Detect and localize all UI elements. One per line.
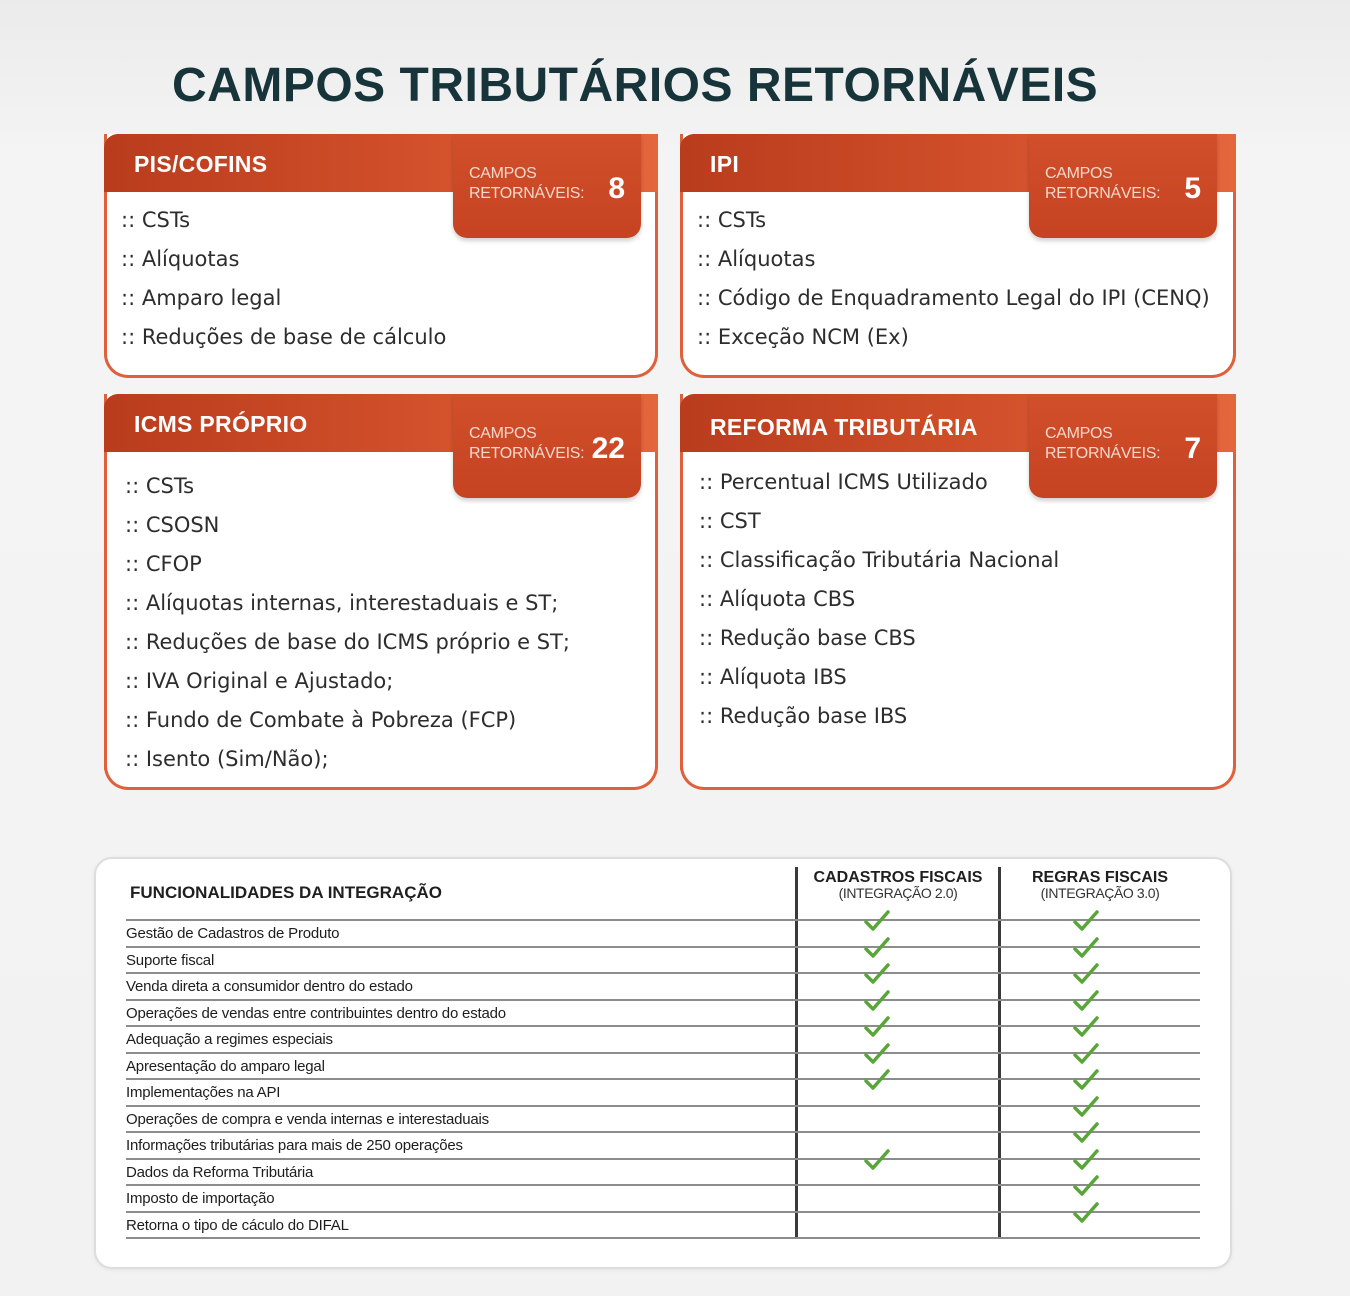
list-item: :: Amparo legal xyxy=(121,286,282,310)
check-icon xyxy=(863,1015,891,1039)
accent-bar xyxy=(104,734,107,770)
row-label: Dados da Reforma Tributária xyxy=(126,1163,314,1181)
list-item: :: Isento (Sim/Não); xyxy=(125,747,329,771)
list-item: :: Redução base CBS xyxy=(699,626,916,650)
check-icon xyxy=(863,962,891,986)
table-row xyxy=(126,972,1200,998)
list-item: :: CSTs xyxy=(121,208,191,232)
check-icon xyxy=(863,936,891,960)
card-icms-proprio xyxy=(104,394,658,790)
accent-bar xyxy=(104,314,107,354)
check-icon xyxy=(1072,1042,1100,1066)
list-item: :: Percentual ICMS Utilizado xyxy=(699,470,988,494)
card-title: REFORMA TRIBUTÁRIA xyxy=(710,414,978,440)
check-icon xyxy=(863,989,891,1013)
check-icon xyxy=(1072,1015,1100,1039)
field-list xyxy=(697,208,1210,364)
table-row xyxy=(126,1211,1200,1237)
list-item: :: Alíquota CBS xyxy=(699,587,856,611)
table-row xyxy=(126,999,1200,1025)
page-title: CAMPOS TRIBUTÁRIOS RETORNÁVEIS xyxy=(172,59,1099,112)
list-item: :: Alíquotas xyxy=(697,247,816,271)
table-header-regras-fiscais: REGRAS FISCAIS (INTEGRAÇÃO 3.0) xyxy=(1031,869,1168,901)
integration-features-table xyxy=(94,857,1232,1269)
list-item: :: CSTs xyxy=(125,474,195,498)
check-icon xyxy=(1072,962,1100,986)
list-item: :: Fundo de Combate à Pobreza (FCP) xyxy=(125,708,517,732)
table-header-features: FUNCIONALIDADES DA INTEGRAÇÃO xyxy=(130,883,442,902)
list-item: :: Alíquota IBS xyxy=(699,665,847,689)
badge-count: 5 xyxy=(1184,172,1201,205)
row-label: Implementações na API xyxy=(126,1084,281,1101)
table-row xyxy=(126,1025,1200,1051)
table-row xyxy=(126,946,1200,972)
field-list xyxy=(121,208,446,364)
badge-count: 7 xyxy=(1184,432,1201,465)
list-item: :: IVA Original e Ajustado; xyxy=(125,669,394,693)
list-item: :: Redução base IBS xyxy=(699,704,908,728)
table-row xyxy=(126,1078,1200,1104)
check-icon xyxy=(1072,1201,1100,1225)
card-title: PIS/COFINS xyxy=(134,151,268,177)
badge-label: CAMPOS RETORNÁVEIS: xyxy=(469,425,585,462)
badge-label: CAMPOS RETORNÁVEIS: xyxy=(469,165,585,202)
table-row xyxy=(126,1105,1200,1131)
list-item: :: Alíquotas internas, interestaduais e ST; xyxy=(125,591,559,615)
check-icon xyxy=(1072,1174,1100,1198)
field-list xyxy=(125,474,570,786)
list-item: :: Reduções de base do ICMS próprio e ST; xyxy=(125,630,570,654)
check-icon xyxy=(1072,909,1100,933)
row-label: Suporte fiscal xyxy=(126,951,215,969)
check-icon xyxy=(1072,936,1100,960)
list-item: :: Código de Enquadramento Legal do IPI (CENQ) xyxy=(697,286,1210,310)
row-label: Venda direta a consumidor dentro do estado xyxy=(126,978,413,995)
check-icon xyxy=(1072,1068,1100,1092)
table-row xyxy=(126,1184,1200,1210)
row-label: Adequação a regimes especiais xyxy=(126,1031,333,1048)
list-item: :: CSOSN xyxy=(125,513,220,537)
accent-bar xyxy=(680,314,683,354)
row-label: Gestão de Cadastros de Produto xyxy=(126,925,340,942)
badge-count: 8 xyxy=(608,172,625,205)
list-item: :: Alíquotas xyxy=(121,247,240,271)
badge-label: CAMPOS RETORNÁVEIS: xyxy=(1045,425,1161,462)
check-icon xyxy=(863,1148,891,1172)
row-label: Imposto de importação xyxy=(126,1190,275,1207)
card-reforma-tributaria xyxy=(680,394,1236,790)
row-label: Apresentação do amparo legal xyxy=(126,1057,325,1075)
check-icon xyxy=(1072,989,1100,1013)
check-icon xyxy=(863,1068,891,1092)
card-ipi xyxy=(680,134,1236,378)
row-label: Operações de vendas entre contribuintes dentro do estado xyxy=(126,1004,506,1022)
table-row xyxy=(126,1052,1200,1078)
row-label: Operações de compra e venda internas e interestaduais xyxy=(126,1110,489,1128)
badge-label: CAMPOS RETORNÁVEIS: xyxy=(1045,165,1161,202)
card-pis-cofins xyxy=(104,134,658,378)
campos-retornaveis-badge xyxy=(453,134,641,238)
check-icon xyxy=(863,909,891,933)
check-icon xyxy=(1072,1121,1100,1145)
list-item: :: CFOP xyxy=(125,552,202,576)
check-icon xyxy=(1072,1095,1100,1119)
field-list xyxy=(699,470,1059,743)
accent-bar xyxy=(680,724,683,770)
list-item: :: CSTs xyxy=(697,208,767,232)
list-item: :: Reduções de base de cálculo xyxy=(121,325,447,349)
row-label: Informações tributárias para mais de 250 operações xyxy=(126,1137,463,1154)
card-title: IPI xyxy=(710,151,740,177)
list-item: :: Classificação Tributária Nacional xyxy=(699,548,1060,572)
list-item: :: Exceção NCM (Ex) xyxy=(697,325,909,349)
check-icon xyxy=(863,1042,891,1066)
table-row xyxy=(126,1131,1200,1157)
badge-count: 22 xyxy=(591,432,625,465)
table-header-cadastros-fiscais: CADASTROS FISCAIS (INTEGRAÇÃO 2.0) xyxy=(813,869,983,901)
check-icon xyxy=(1072,1148,1100,1172)
table-row xyxy=(126,1158,1200,1184)
table-row xyxy=(126,919,1200,945)
list-item: :: CST xyxy=(699,509,761,533)
row-label: Retorna o tipo de cáculo do DIFAL xyxy=(126,1216,349,1234)
table-bottom-rule xyxy=(126,1237,1200,1239)
card-title: ICMS PRÓPRIO xyxy=(134,411,308,437)
